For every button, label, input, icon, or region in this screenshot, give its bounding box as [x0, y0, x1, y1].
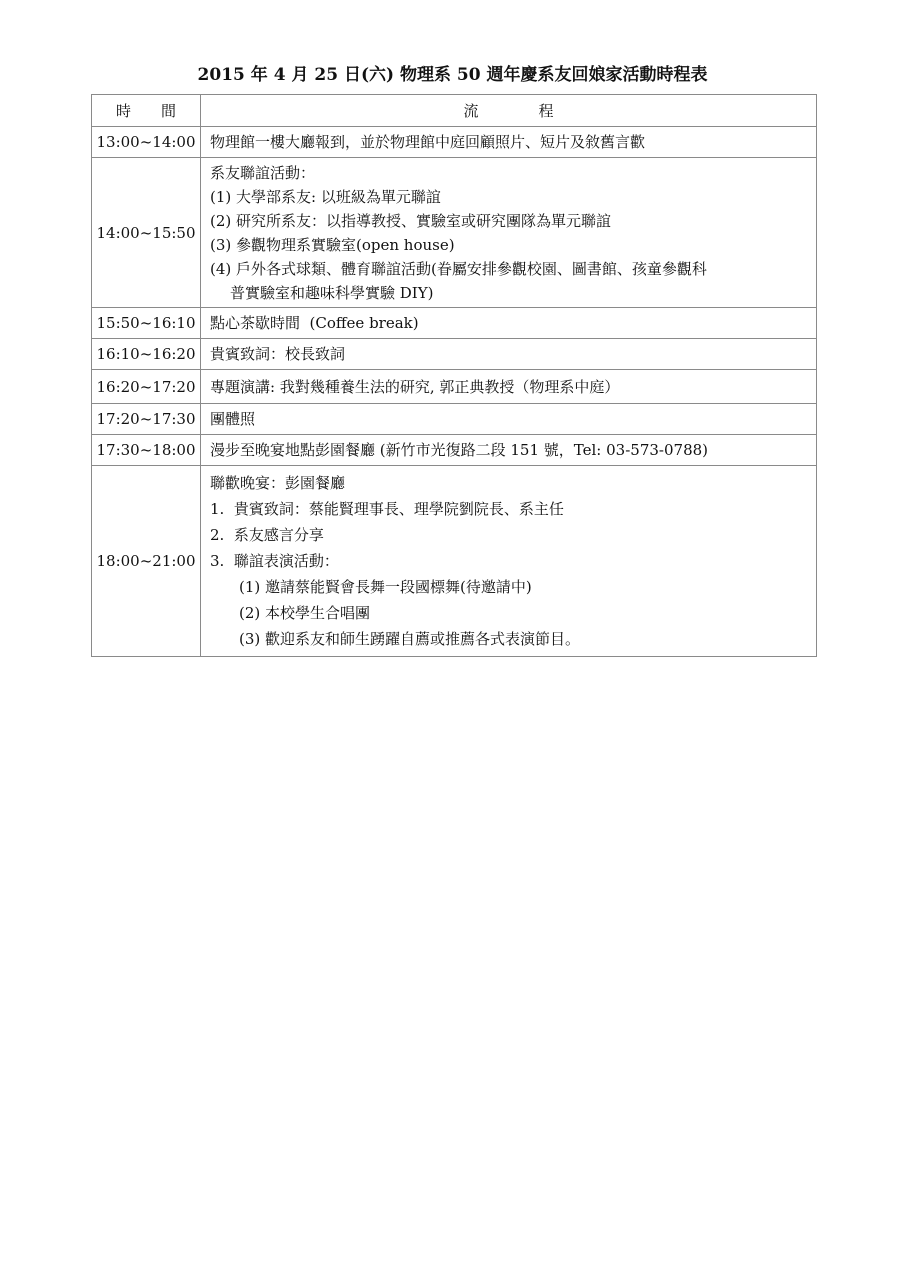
- table-row: [92, 370, 817, 404]
- table-row: [92, 127, 817, 158]
- row-time: 18:00~21:00: [92, 466, 201, 657]
- activity-line: 漫步至晚宴地點彭園餐廳 (新竹市光復路二段 151 號，Tel: 03-573-0788): [210, 441, 709, 459]
- activity-line: 3. 聯誼表演活動：: [210, 552, 339, 570]
- row-activity: [201, 127, 817, 158]
- table-row: [92, 158, 817, 308]
- row-time: 16:20~17:20: [92, 370, 201, 404]
- row-activity: [201, 158, 817, 308]
- activity-line: 點心茶歇時間 (Coffee break): [210, 314, 419, 332]
- activity-line: 普實驗室和趣味科學實驗 DIY): [230, 283, 434, 302]
- header-flow: 流 程: [201, 95, 817, 127]
- row-time: 13:00~14:00: [92, 127, 201, 158]
- activity-line: 專題演講: 我對幾種養生法的研究, 郭正典教授（物理系中庭）: [210, 377, 620, 396]
- activity-line: 1. 貴賓致詞：蔡能賢理事長、理學院劉院長、系主任: [210, 500, 564, 518]
- row-time: 16:10~16:20: [92, 339, 201, 370]
- table-row: [92, 466, 817, 657]
- activity-line: (4) 戶外各式球類、體育聯誼活動(眷屬安排參觀校園、圖書館、孩童參觀科: [210, 259, 707, 278]
- activity-line: 聯歡晚宴：彭園餐廳: [210, 474, 346, 492]
- table-row: [92, 308, 817, 339]
- row-activity: [201, 404, 817, 435]
- schedule-table: [91, 94, 817, 657]
- activity-line: (2) 研究所系友：以指導教授、實驗室或研究團隊為單元聯誼: [210, 211, 612, 230]
- activity-line: 物理館一樓大廳報到，並於物理館中庭回顧照片、短片及敘舊言歡: [210, 133, 646, 151]
- activity-subline: (3) 歡迎系友和師生踴躍自薦或推薦各式表演節目。: [239, 630, 581, 648]
- header-time: 時 間: [92, 95, 201, 127]
- activity-line: (1) 大學部系友: 以班級為單元聯誼: [210, 187, 441, 206]
- activity-subline: (1) 邀請蔡能賢會長舞一段國標舞(待邀請中): [239, 578, 532, 596]
- activity-line: (3) 參觀物理系實驗室(open house): [210, 235, 455, 254]
- row-time: 15:50~16:10: [92, 308, 201, 339]
- activity-line: 貴賓致詞：校長致詞: [210, 345, 346, 363]
- table-row: [92, 404, 817, 435]
- row-time: 17:30~18:00: [92, 435, 201, 466]
- row-activity: [201, 308, 817, 339]
- table-row: [92, 435, 817, 466]
- row-activity: [201, 339, 817, 370]
- activity-subline: (2) 本校學生合唱團: [239, 604, 371, 622]
- table-row: [92, 339, 817, 370]
- table-header-row: [92, 95, 817, 127]
- row-time: 17:20~17:30: [92, 404, 201, 435]
- activity-line: 2. 系友感言分享: [210, 526, 324, 544]
- activity-line: 團體照: [210, 410, 256, 428]
- row-activity: [201, 466, 817, 657]
- page-title: 2015 年 4 月 25 日(六) 物理系 50 週年慶系友回娘家活動時程表: [197, 65, 708, 85]
- row-activity: [201, 435, 817, 466]
- activity-line: 系友聯誼活動：: [210, 163, 316, 182]
- row-activity: [201, 370, 817, 404]
- row-time: 14:00~15:50: [92, 158, 201, 308]
